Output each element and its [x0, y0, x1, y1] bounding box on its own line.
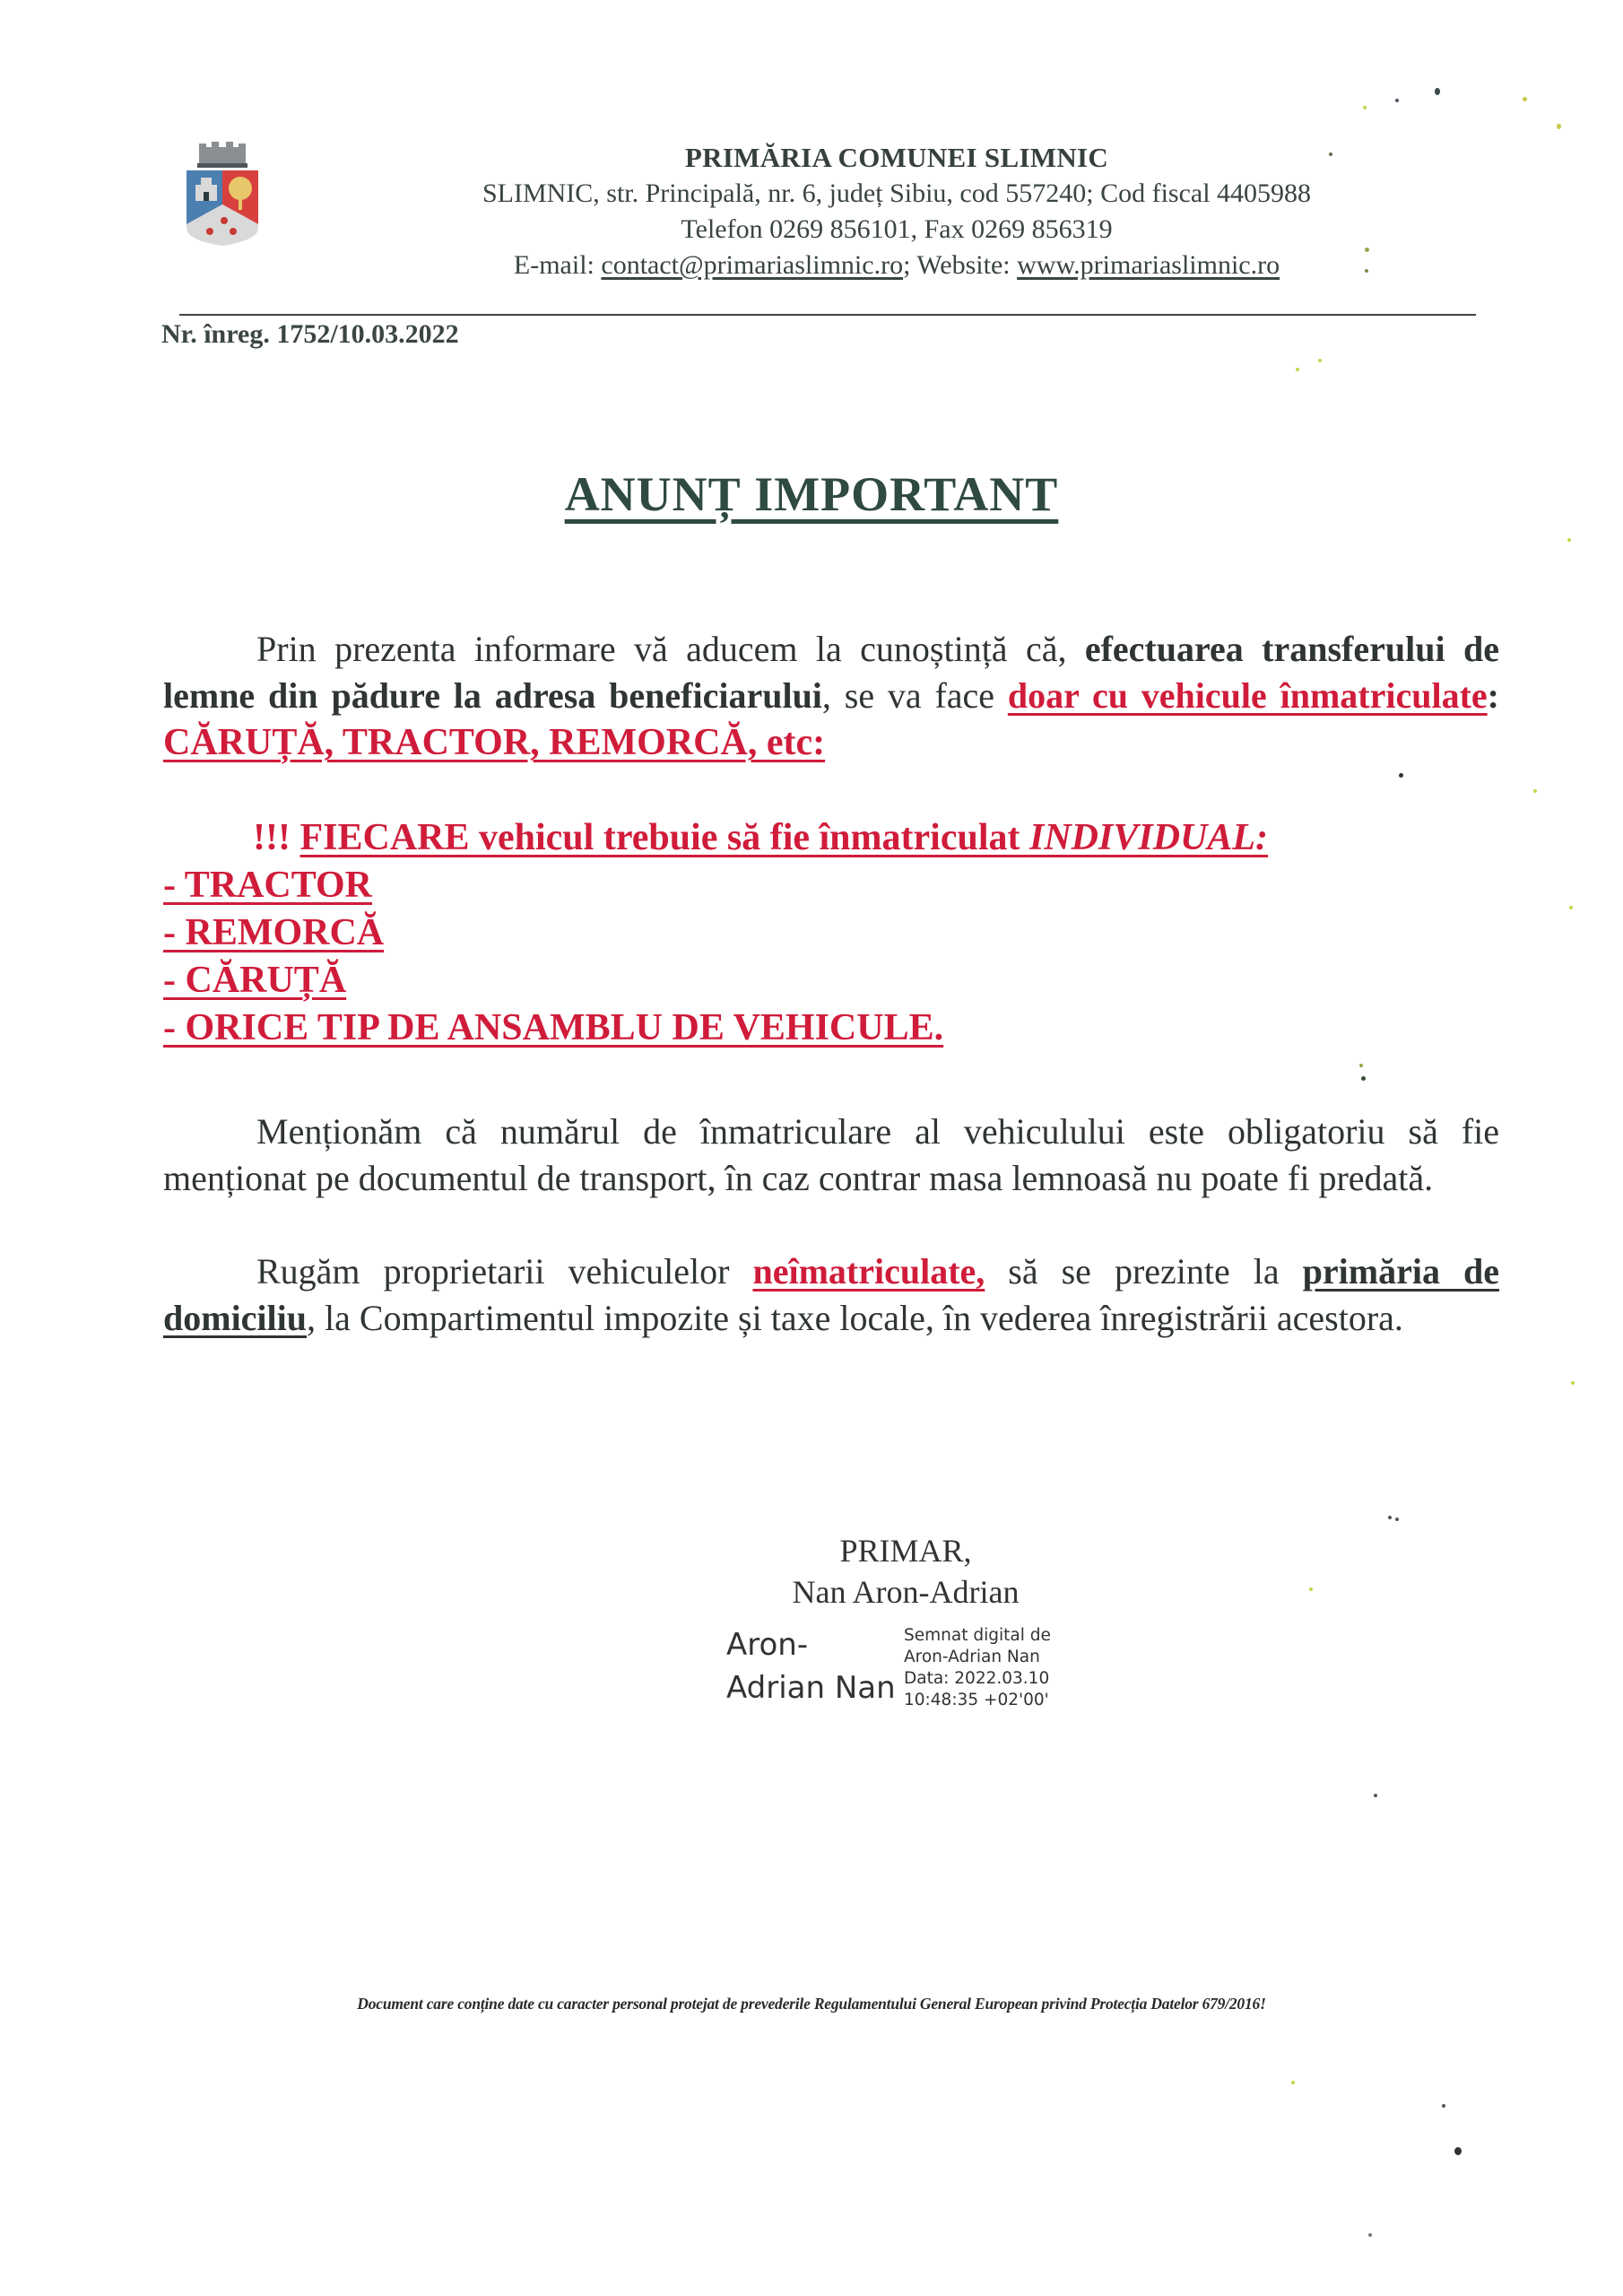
signed-by-label: Semnat digital de [904, 1626, 1051, 1645]
title-text: ANUNȚ IMPORTANT [564, 467, 1059, 521]
registration-number: Nr. înreg. 1752/10.03.2022 [161, 319, 459, 349]
p3-end: , la Compartimentul impozite și taxe locale, în vederea înregistrării acestora. [307, 1298, 1403, 1338]
phone-line: Telefon 0269 856101, Fax 0269 856319 [681, 214, 1113, 244]
p1-red-underlined: doar cu vehicule înmatriculate [1007, 675, 1488, 716]
p1-intro: Prin prezenta informare vă aducem la cunoștință că, [256, 629, 1085, 669]
digital-signature-name [726, 1623, 896, 1709]
list-item-remorca: - REMORCĂ [163, 912, 385, 953]
p1-middle: , se va face [821, 675, 1008, 716]
organization-name: PRIMĂRIA COMUNEI SLIMNIC [684, 142, 1109, 173]
list-item-caruta: - CĂRUȚĂ [163, 960, 347, 1001]
notice-italic: INDIVIDUAL: [1028, 817, 1269, 858]
p1-vehicle-types: CĂRUȚĂ, TRACTOR, REMORCĂ, etc: [163, 722, 826, 763]
notice-text: FIECARE vehicul trebuie să fie înmatriculat [299, 817, 1029, 858]
notice-underlined [299, 817, 1268, 858]
p1-colon: : [1487, 675, 1499, 716]
list-item [163, 909, 1499, 957]
website-link[interactable]: www.primariaslimnic.ro [1017, 250, 1280, 280]
notice-prefix: !!! [253, 817, 300, 858]
list-item-ansamblu: - ORICE TIP DE ANSAMBLU DE VEHICULE. [163, 1007, 944, 1048]
contact-line [377, 248, 1417, 283]
email-label: E-mail: [513, 250, 602, 280]
website-label: ; Website: [903, 250, 1018, 280]
list-item [163, 862, 1499, 909]
letterhead [377, 140, 1417, 283]
coat-of-arms-icon [179, 142, 265, 246]
email-link[interactable]: contact@primariaslimnic.ro [601, 250, 904, 280]
list-item [163, 1004, 1499, 1052]
signer-role: PRIMAR, [839, 1533, 972, 1569]
list-item [163, 957, 1499, 1004]
signature-date: Data: 2022.03.10 [904, 1669, 1050, 1688]
p3-red-underlined: neîmatriculate, [752, 1251, 985, 1292]
page-title [0, 466, 1623, 522]
vehicle-notice [163, 814, 1499, 1052]
digital-name-line1: Aron- [726, 1627, 809, 1663]
p1-bold: efectuarea transferului de lemne din pădure la adresa beneficiarului [163, 629, 1499, 716]
p3-dark-underlined: primăria de domiciliu [163, 1251, 1499, 1338]
p3-middle: să se prezinte la [985, 1251, 1303, 1292]
p3-intro: Rugăm proprietarii vehiculelor [256, 1251, 753, 1292]
address-line: SLIMNIC, str. Principală, nr. 6, județ Sibiu, cod 557240; Cod fiscal 4405988 [482, 178, 1312, 208]
signature-block [699, 1530, 1112, 1613]
paragraph-mention: Menționăm că numărul de înmatriculare al vehiculului este obligatoriu să fie menționat pe documentul de transport, în caz contrar masa lemnoasă nu poate fi predată. [163, 1111, 1499, 1198]
signature-time: 10:48:35 +02'00' [904, 1691, 1049, 1709]
signer-name: Nan Aron-Adrian [792, 1574, 1020, 1610]
gdpr-footer: Document care conține date cu caracter personal protejat de prevederile Regulamentului General European privind Protecția Datelor 679/2016! [357, 1995, 1266, 2013]
digital-signature-details [904, 1625, 1051, 1711]
list-item-tractor: - TRACTOR [163, 865, 372, 906]
paragraph-intro [163, 626, 1499, 766]
signed-by: Aron-Adrian Nan [904, 1648, 1040, 1666]
digital-name-line2: Adrian Nan [726, 1670, 896, 1706]
header-divider [179, 314, 1476, 316]
notice-lead [163, 814, 1499, 862]
paragraph-request [163, 1248, 1499, 1342]
